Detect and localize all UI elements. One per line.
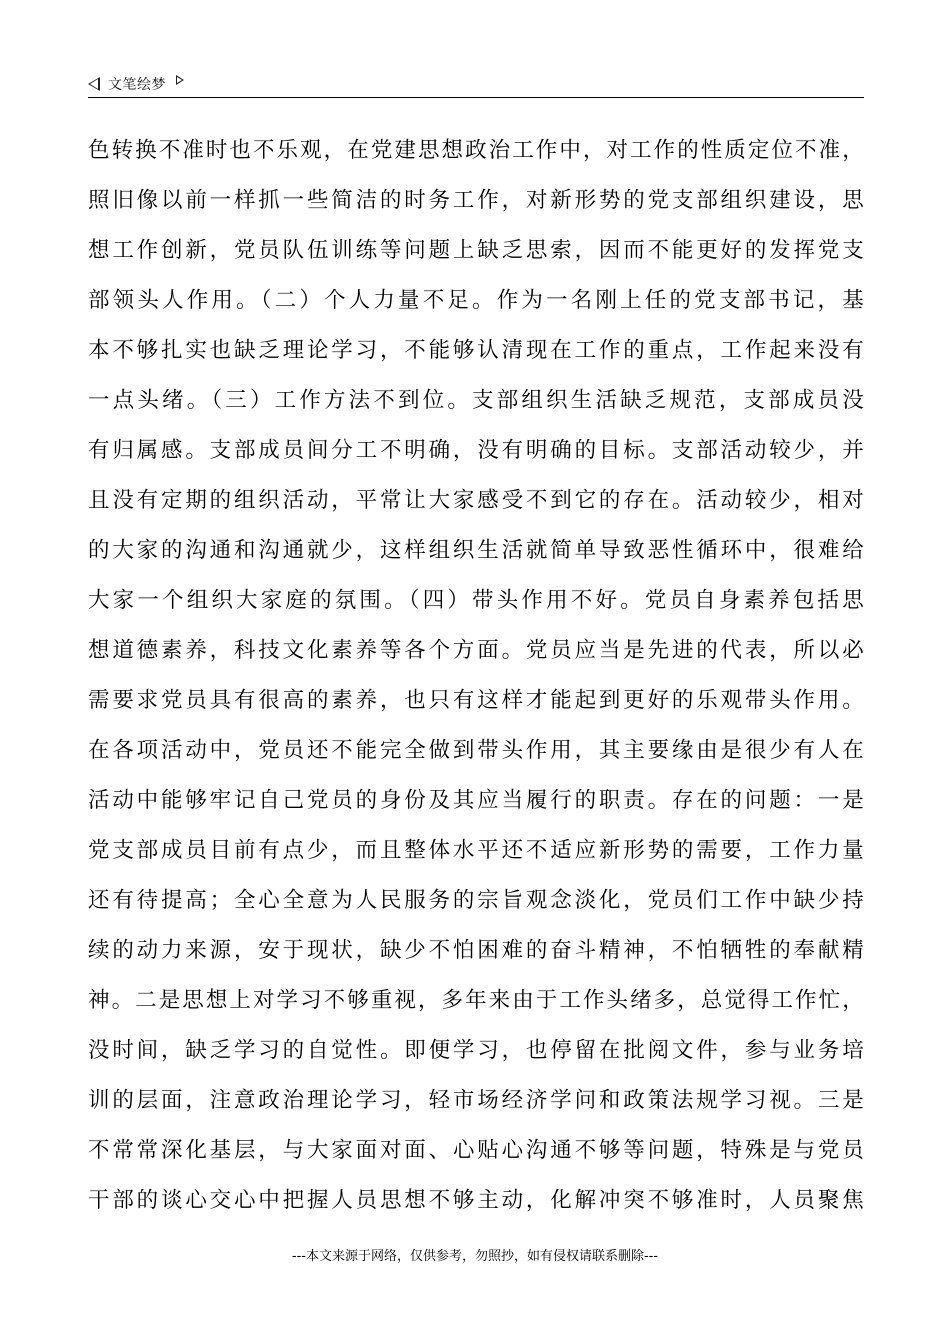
text-line: 想工作创新，党员队伍训练等问题上缺乏思索，因而不能更好的发挥党支 <box>88 238 864 263</box>
text-line: 干部的谈心交心中把握人员思想不够主动，化解冲突不够准时，人员聚焦 <box>88 1188 864 1213</box>
text-line: 照旧像以前一样抓一些简洁的时务工作，对新形势的党支部组织建设，思 <box>88 188 864 213</box>
header-divider <box>88 97 864 98</box>
text-line: 党支部成员目前有点少，而且整体水平还不适应新形势的需要，工作力量 <box>88 838 864 863</box>
text-line: 没时间，缺乏学习的自觉性。即便学习，也停留在批阅文件，参与业务培 <box>88 1038 864 1063</box>
text-line: 训的层面，注意政治理论学习，轻市场经济学问和政策法规学习视。三是 <box>88 1088 864 1113</box>
text-line: 有归属感。支部成员间分工不明确，没有明确的目标。支部活动较少，并 <box>88 438 864 463</box>
text-line: 神。二是思想上对学习不够重视，多年来由于工作头绪多，总觉得工作忙， <box>88 988 864 1013</box>
triangle-right-icon <box>176 75 184 85</box>
body-text <box>88 126 864 1226</box>
footer-disclaimer: ---本文来源于网络，仅供参考，勿照抄，如有侵权请联系删除--- <box>291 1249 659 1264</box>
text-line: 续的动力来源，安于现状，缺少不怕困难的奋斗精神，不怕牺牲的奉献精 <box>88 938 864 963</box>
text-line: 需要求党员具有很高的素养，也只有这样才能起到更好的乐观带头作用。 <box>88 688 864 713</box>
text-line: 大家一个组织大家庭的氛围。（四）带头作用不好。党员自身素养包括思 <box>88 588 864 613</box>
page-header <box>88 72 864 98</box>
text-line: 在各项活动中，党员还不能完全做到带头作用，其主要缘由是很少有人在 <box>88 738 864 763</box>
text-line: 色转换不准时也不乐观，在党建思想政治工作中，对工作的性质定位不准， <box>88 138 864 163</box>
text-line: 的大家的沟通和沟通就少，这样组织生活就简单导致恶性循环中，很难给 <box>88 538 864 563</box>
text-line: 活动中能够牢记自己党员的身份及其应当履行的职责。存在的问题：一是 <box>88 788 864 813</box>
text-line: 想道德素养，科技文化素养等各个方面。党员应当是先进的代表，所以必 <box>88 638 864 663</box>
brand-name: 文笔绘梦 <box>108 77 166 93</box>
text-line: 部领头人作用。（二）个人力量不足。作为一名刚上任的党支部书记，基 <box>88 288 864 313</box>
text-line: 一点头绪。（三）工作方法不到位。支部组织生活缺乏规范，支部成员没 <box>88 388 864 413</box>
brand <box>88 72 184 96</box>
triangle-left-icon <box>88 77 100 91</box>
text-line: 还有待提高；全心全意为人民服务的宗旨观念淡化，党员们工作中缺少持 <box>88 888 864 913</box>
text-line: 不常常深化基层，与大家面对面、心贴心沟通不够等问题，特殊是与党员 <box>88 1138 864 1163</box>
text-line: 且没有定期的组织活动，平常让大家感受不到它的存在。活动较少，相对 <box>88 488 864 513</box>
text-line: 本不够扎实也缺乏理论学习，不能够认清现在工作的重点，工作起来没有 <box>88 338 864 363</box>
